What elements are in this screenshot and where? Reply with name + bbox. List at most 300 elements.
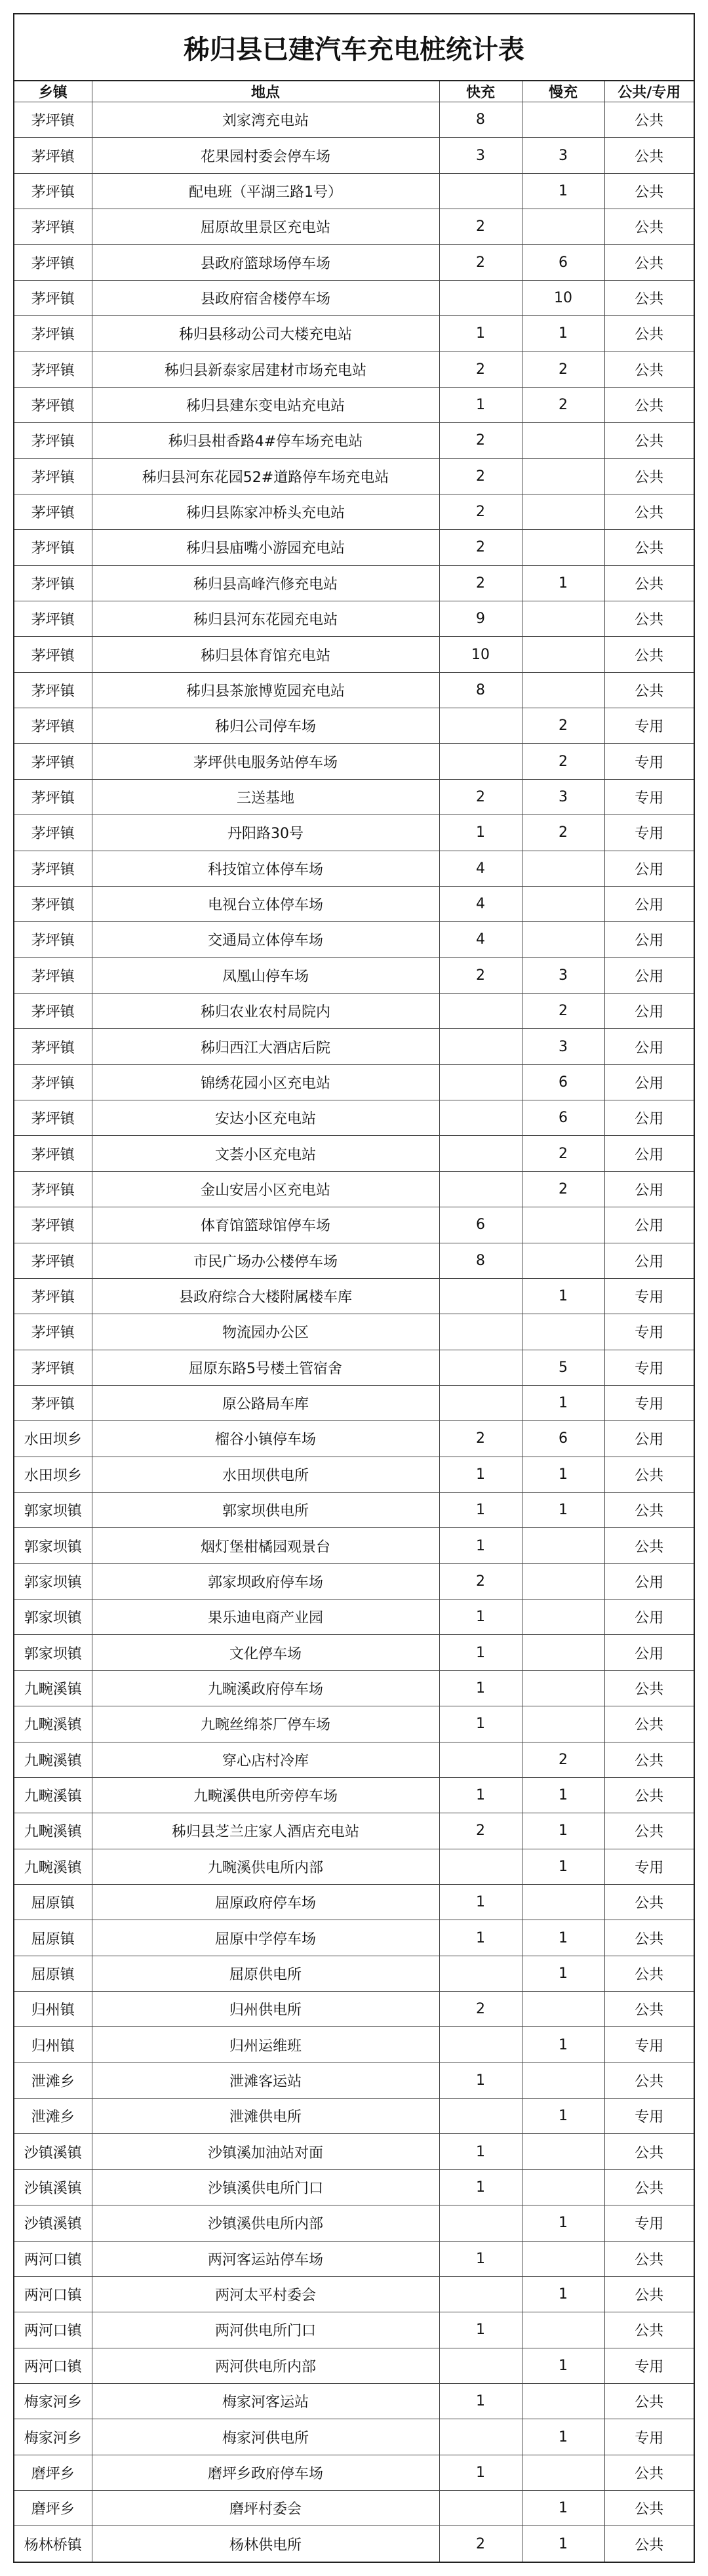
table-row [14,2276,694,2312]
cell-usage-type: 专用 [604,2205,694,2241]
cell-slow-charge [522,672,604,708]
cell-town: 沙镇溪镇 [14,2205,92,2241]
cell-usage-type: 公用 [604,1100,694,1136]
cell-slow-charge [522,1243,604,1278]
cell-town: 屈原镇 [14,1956,92,1991]
cell-usage-type: 专用 [604,2348,694,2383]
cell-slow-charge [522,209,604,245]
cell-slow-charge [522,1635,604,1670]
cell-town: 茅坪镇 [14,1278,92,1314]
cell-location: 秭归县柑香路4#停车场充电站 [92,423,439,458]
table-row [14,245,694,280]
cell-slow-charge: 2 [522,1742,604,1777]
cell-usage-type: 专用 [604,815,694,851]
column-header-location: 地点 [92,81,439,102]
cell-town: 茅坪镇 [14,815,92,851]
cell-location: 秭归县河东花园52#道路停车场充电站 [92,458,439,494]
cell-usage-type: 公共 [604,1528,694,1563]
cell-slow-charge: 1 [522,1956,604,1991]
cell-fast-charge: 1 [439,387,522,422]
cell-fast-charge: 1 [439,2384,522,2419]
table-row [14,1385,694,1420]
cell-town: 茅坪镇 [14,1064,92,1100]
cell-location: 锦绣花园小区充电站 [92,1064,439,1100]
table-row [14,280,694,315]
cell-slow-charge: 2 [522,1136,604,1171]
cell-slow-charge [522,2384,604,2419]
cell-slow-charge: 1 [522,316,604,352]
cell-fast-charge [439,1956,522,1991]
cell-location: 梅家河供电所 [92,2419,439,2455]
cell-usage-type: 专用 [604,744,694,779]
cell-fast-charge [439,1350,522,1385]
table-row [14,1670,694,1706]
cell-location: 秭归县茶旅博览园充电站 [92,672,439,708]
cell-slow-charge: 2 [522,352,604,387]
table-row [14,815,694,851]
cell-town: 茅坪镇 [14,637,92,672]
cell-slow-charge: 1 [522,2276,604,2312]
cell-slow-charge: 5 [522,1350,604,1385]
cell-location: 两河供电所内部 [92,2348,439,2383]
cell-location: 交通局立体停车场 [92,922,439,957]
cell-fast-charge: 1 [439,1706,522,1742]
table-row [14,922,694,957]
cell-town: 泄滩乡 [14,2099,92,2134]
charging-pile-table [14,81,694,2562]
cell-location: 茅坪供电服务站停车场 [92,744,439,779]
table-row [14,1278,694,1314]
cell-fast-charge: 2 [439,957,522,993]
cell-slow-charge [522,2063,604,2098]
cell-slow-charge [522,530,604,565]
cell-fast-charge: 3 [439,138,522,173]
cell-location: 体育馆篮球馆停车场 [92,1207,439,1243]
cell-town: 茅坪镇 [14,744,92,779]
cell-town: 茅坪镇 [14,387,92,422]
cell-slow-charge: 2 [522,387,604,422]
cell-fast-charge [439,2276,522,2312]
table-row [14,173,694,209]
cell-town: 茅坪镇 [14,672,92,708]
cell-usage-type: 公共 [604,173,694,209]
cell-town: 茅坪镇 [14,565,92,601]
cell-fast-charge [439,2348,522,2383]
cell-location: 屈原东路5号楼土管宿舍 [92,1350,439,1385]
table-row [14,2027,694,2063]
cell-town: 杨林桥镇 [14,2526,92,2562]
cell-location: 金山安居小区充电站 [92,1171,439,1207]
cell-usage-type: 公共 [604,1493,694,1528]
cell-fast-charge [439,1849,522,1884]
cell-fast-charge [439,1278,522,1314]
cell-slow-charge: 1 [522,2027,604,2063]
cell-location: 烟灯堡柑橘园观景台 [92,1528,439,1563]
cell-usage-type: 公共 [604,102,694,138]
cell-location: 屈原中学停车场 [92,1920,439,1956]
cell-fast-charge [439,1064,522,1100]
cell-usage-type: 公共 [604,672,694,708]
table-row [14,1884,694,1920]
table-row [14,601,694,637]
cell-town: 茅坪镇 [14,209,92,245]
cell-usage-type: 公共 [604,2312,694,2348]
cell-usage-type: 公用 [604,957,694,993]
cell-fast-charge: 1 [439,2455,522,2490]
cell-usage-type: 公用 [604,1563,694,1599]
cell-location: 杨林供电所 [92,2526,439,2562]
table-row [14,2526,694,2562]
cell-fast-charge: 1 [439,815,522,851]
cell-town: 两河口镇 [14,2276,92,2312]
cell-slow-charge [522,1563,604,1599]
cell-fast-charge: 2 [439,423,522,458]
cell-slow-charge [522,2312,604,2348]
cell-usage-type: 公共 [604,565,694,601]
cell-slow-charge [522,886,604,921]
table-row [14,1956,694,1991]
cell-usage-type: 公共 [604,1670,694,1706]
cell-fast-charge: 2 [439,779,522,815]
table-title: 秭归县已建汽车充电桩统计表 [14,14,694,81]
cell-location: 秭归县庙嘴小游园充电站 [92,530,439,565]
cell-slow-charge [522,494,604,529]
cell-usage-type: 专用 [604,2419,694,2455]
cell-fast-charge [439,1385,522,1420]
cell-fast-charge: 2 [439,1813,522,1849]
cell-town: 磨坪乡 [14,2491,92,2526]
cell-location: 县政府篮球场停车场 [92,245,439,280]
cell-slow-charge [522,2455,604,2490]
cell-slow-charge: 6 [522,1064,604,1100]
cell-fast-charge: 2 [439,352,522,387]
cell-location: 秭归县陈家冲桥头充电站 [92,494,439,529]
cell-town: 茅坪镇 [14,1314,92,1350]
cell-fast-charge: 1 [439,1884,522,1920]
cell-fast-charge: 1 [439,1457,522,1492]
cell-fast-charge [439,993,522,1028]
cell-slow-charge: 1 [522,2419,604,2455]
table-row [14,1992,694,2027]
cell-location: 归州供电所 [92,1992,439,2027]
cell-usage-type: 公用 [604,1600,694,1635]
table-row [14,993,694,1028]
cell-slow-charge: 1 [522,1493,604,1528]
table-row [14,1136,694,1171]
cell-usage-type: 专用 [604,2099,694,2134]
table-row [14,1706,694,1742]
table-row [14,637,694,672]
cell-town: 九畹溪镇 [14,1670,92,1706]
cell-slow-charge: 2 [522,993,604,1028]
cell-location: 秭归县河东花园充电站 [92,601,439,637]
cell-usage-type: 专用 [604,1849,694,1884]
cell-town: 九畹溪镇 [14,1813,92,1849]
cell-usage-type: 专用 [604,2027,694,2063]
cell-town: 沙镇溪镇 [14,2169,92,2205]
cell-fast-charge: 2 [439,494,522,529]
table-row [14,1493,694,1528]
table-row [14,2419,694,2455]
table-row [14,209,694,245]
cell-fast-charge: 9 [439,601,522,637]
cell-location: 三送基地 [92,779,439,815]
cell-fast-charge: 1 [439,2241,522,2276]
cell-location: 凤凰山停车场 [92,957,439,993]
cell-town: 茅坪镇 [14,102,92,138]
cell-usage-type: 公共 [604,1813,694,1849]
header-row [14,81,694,102]
cell-usage-type: 公用 [604,1171,694,1207]
cell-town: 九畹溪镇 [14,1777,92,1813]
cell-fast-charge: 8 [439,102,522,138]
cell-town: 茅坪镇 [14,1385,92,1420]
cell-location: 原公路局车库 [92,1385,439,1420]
cell-slow-charge: 1 [522,2205,604,2241]
table-row [14,672,694,708]
cell-location: 屈原政府停车场 [92,1884,439,1920]
cell-slow-charge: 1 [522,1849,604,1884]
cell-location: 果乐迪电商产业园 [92,1600,439,1635]
cell-usage-type: 公共 [604,1956,694,1991]
cell-slow-charge [522,637,604,672]
cell-slow-charge [522,1314,604,1350]
cell-slow-charge [522,423,604,458]
cell-slow-charge: 1 [522,2526,604,2562]
table-row [14,2455,694,2490]
cell-location: 郭家坝政府停车场 [92,1563,439,1599]
table-row [14,1742,694,1777]
table-row [14,1849,694,1884]
cell-fast-charge: 8 [439,672,522,708]
cell-usage-type: 公用 [604,1136,694,1171]
table-row [14,138,694,173]
cell-town: 梅家河乡 [14,2419,92,2455]
table-row [14,1314,694,1350]
cell-usage-type: 公共 [604,530,694,565]
cell-usage-type: 公用 [604,1635,694,1670]
cell-fast-charge [439,708,522,744]
cell-town: 茅坪镇 [14,1207,92,1243]
cell-fast-charge: 1 [439,1670,522,1706]
cell-town: 茅坪镇 [14,245,92,280]
cell-slow-charge [522,1600,604,1635]
cell-usage-type: 公共 [604,637,694,672]
cell-usage-type: 公共 [604,2491,694,2526]
table-row [14,2063,694,2098]
cell-fast-charge: 2 [439,530,522,565]
cell-slow-charge: 1 [522,2099,604,2134]
cell-fast-charge [439,1029,522,1064]
cell-location: 秭归县体育馆充电站 [92,637,439,672]
cell-town: 茅坪镇 [14,1100,92,1136]
cell-location: 县政府宿舍楼停车场 [92,280,439,315]
cell-fast-charge: 4 [439,851,522,886]
cell-slow-charge [522,1992,604,2027]
table-row [14,1600,694,1635]
cell-slow-charge: 2 [522,1171,604,1207]
cell-town: 屈原镇 [14,1920,92,1956]
table-row [14,102,694,138]
cell-fast-charge: 1 [439,2169,522,2205]
statistics-sheet [13,13,695,2563]
cell-location: 沙镇溪加油站对面 [92,2134,439,2169]
cell-usage-type: 公用 [604,993,694,1028]
cell-slow-charge: 3 [522,779,604,815]
cell-usage-type: 公共 [604,1742,694,1777]
cell-location: 文化停车场 [92,1635,439,1670]
cell-usage-type: 专用 [604,708,694,744]
table-row [14,1777,694,1813]
cell-slow-charge: 3 [522,1029,604,1064]
cell-slow-charge: 1 [522,565,604,601]
cell-town: 梅家河乡 [14,2384,92,2419]
cell-location: 秭归县芝兰庄家人酒店充电站 [92,1813,439,1849]
cell-slow-charge [522,2169,604,2205]
cell-slow-charge [522,851,604,886]
cell-location: 刘家湾充电站 [92,102,439,138]
cell-town: 茅坪镇 [14,423,92,458]
cell-fast-charge [439,2027,522,2063]
cell-location: 穿心店村冷库 [92,1742,439,1777]
cell-usage-type: 公共 [604,245,694,280]
cell-usage-type: 公共 [604,2134,694,2169]
cell-usage-type: 公用 [604,1243,694,1278]
column-header-slow-charge: 慢充 [522,81,604,102]
cell-slow-charge: 10 [522,280,604,315]
table-row [14,2099,694,2134]
cell-location: 秭归县移动公司大楼充电站 [92,316,439,352]
table-row [14,708,694,744]
cell-usage-type: 公共 [604,2526,694,2562]
table-row [14,1350,694,1385]
cell-fast-charge [439,1314,522,1350]
cell-usage-type: 公共 [604,1884,694,1920]
cell-fast-charge: 10 [439,637,522,672]
cell-usage-type: 公共 [604,2241,694,2276]
table-row [14,886,694,921]
cell-fast-charge: 6 [439,1207,522,1243]
cell-usage-type: 公共 [604,2276,694,2312]
cell-town: 茅坪镇 [14,993,92,1028]
cell-location: 郭家坝供电所 [92,1493,439,1528]
table-row [14,744,694,779]
cell-slow-charge: 1 [522,1813,604,1849]
cell-town: 茅坪镇 [14,1171,92,1207]
cell-fast-charge: 2 [439,245,522,280]
cell-usage-type: 专用 [604,1314,694,1350]
cell-usage-type: 公共 [604,1777,694,1813]
cell-slow-charge: 1 [522,1385,604,1420]
table-row [14,779,694,815]
cell-slow-charge: 3 [522,957,604,993]
cell-town: 磨坪乡 [14,2455,92,2490]
column-header-fast-charge: 快充 [439,81,522,102]
cell-town: 茅坪镇 [14,601,92,637]
cell-location: 两河供电所门口 [92,2312,439,2348]
cell-town: 郭家坝镇 [14,1528,92,1563]
cell-slow-charge: 1 [522,1777,604,1813]
table-row [14,316,694,352]
cell-fast-charge [439,173,522,209]
cell-fast-charge: 8 [439,1243,522,1278]
cell-town: 茅坪镇 [14,1029,92,1064]
cell-location: 九畹溪供电所旁停车场 [92,1777,439,1813]
cell-slow-charge [522,458,604,494]
table-row [14,1064,694,1100]
cell-fast-charge: 2 [439,209,522,245]
table-row [14,1100,694,1136]
cell-usage-type: 公共 [604,2384,694,2419]
table-row [14,2348,694,2383]
cell-usage-type: 公共 [604,1706,694,1742]
table-row [14,530,694,565]
cell-fast-charge: 1 [439,1493,522,1528]
cell-location: 花果园村委会停车场 [92,138,439,173]
cell-town: 茅坪镇 [14,1243,92,1278]
cell-location: 秭归县建东变电站充电站 [92,387,439,422]
cell-fast-charge: 1 [439,1920,522,1956]
cell-fast-charge: 2 [439,1421,522,1457]
cell-location: 秭归县高峰汽修充电站 [92,565,439,601]
cell-location: 两河客运站停车场 [92,2241,439,2276]
cell-fast-charge: 1 [439,2063,522,2098]
cell-location: 文荟小区充电站 [92,1136,439,1171]
cell-town: 两河口镇 [14,2241,92,2276]
cell-location: 水田坝供电所 [92,1457,439,1492]
cell-fast-charge [439,1136,522,1171]
cell-location: 县政府综合大楼附属楼车库 [92,1278,439,1314]
cell-fast-charge: 2 [439,2526,522,2562]
cell-town: 茅坪镇 [14,708,92,744]
cell-slow-charge [522,601,604,637]
table-row [14,352,694,387]
table-row [14,1457,694,1492]
cell-location: 九畹溪政府停车场 [92,1670,439,1706]
cell-fast-charge: 1 [439,1635,522,1670]
cell-location: 科技馆立体停车场 [92,851,439,886]
table-row [14,387,694,422]
cell-fast-charge [439,1171,522,1207]
cell-usage-type: 公共 [604,387,694,422]
cell-location: 物流园办公区 [92,1314,439,1350]
cell-town: 九畹溪镇 [14,1706,92,1742]
column-header-usage-type: 公共/专用 [604,81,694,102]
cell-fast-charge: 4 [439,922,522,957]
table-row [14,1421,694,1457]
cell-usage-type: 公共 [604,494,694,529]
cell-slow-charge: 6 [522,1100,604,1136]
cell-slow-charge [522,1706,604,1742]
cell-fast-charge: 2 [439,1563,522,1599]
cell-location: 两河太平村委会 [92,2276,439,2312]
table-row [14,2134,694,2169]
cell-town: 茅坪镇 [14,886,92,921]
cell-usage-type: 公共 [604,138,694,173]
cell-town: 茅坪镇 [14,530,92,565]
cell-town: 茅坪镇 [14,922,92,957]
cell-location: 磨坪村委会 [92,2491,439,2526]
cell-fast-charge: 1 [439,1777,522,1813]
cell-usage-type: 公共 [604,458,694,494]
cell-fast-charge: 1 [439,1600,522,1635]
cell-fast-charge [439,744,522,779]
cell-town: 茅坪镇 [14,138,92,173]
cell-town: 茅坪镇 [14,957,92,993]
cell-usage-type: 公共 [604,601,694,637]
cell-slow-charge [522,1528,604,1563]
cell-fast-charge: 1 [439,2312,522,2348]
